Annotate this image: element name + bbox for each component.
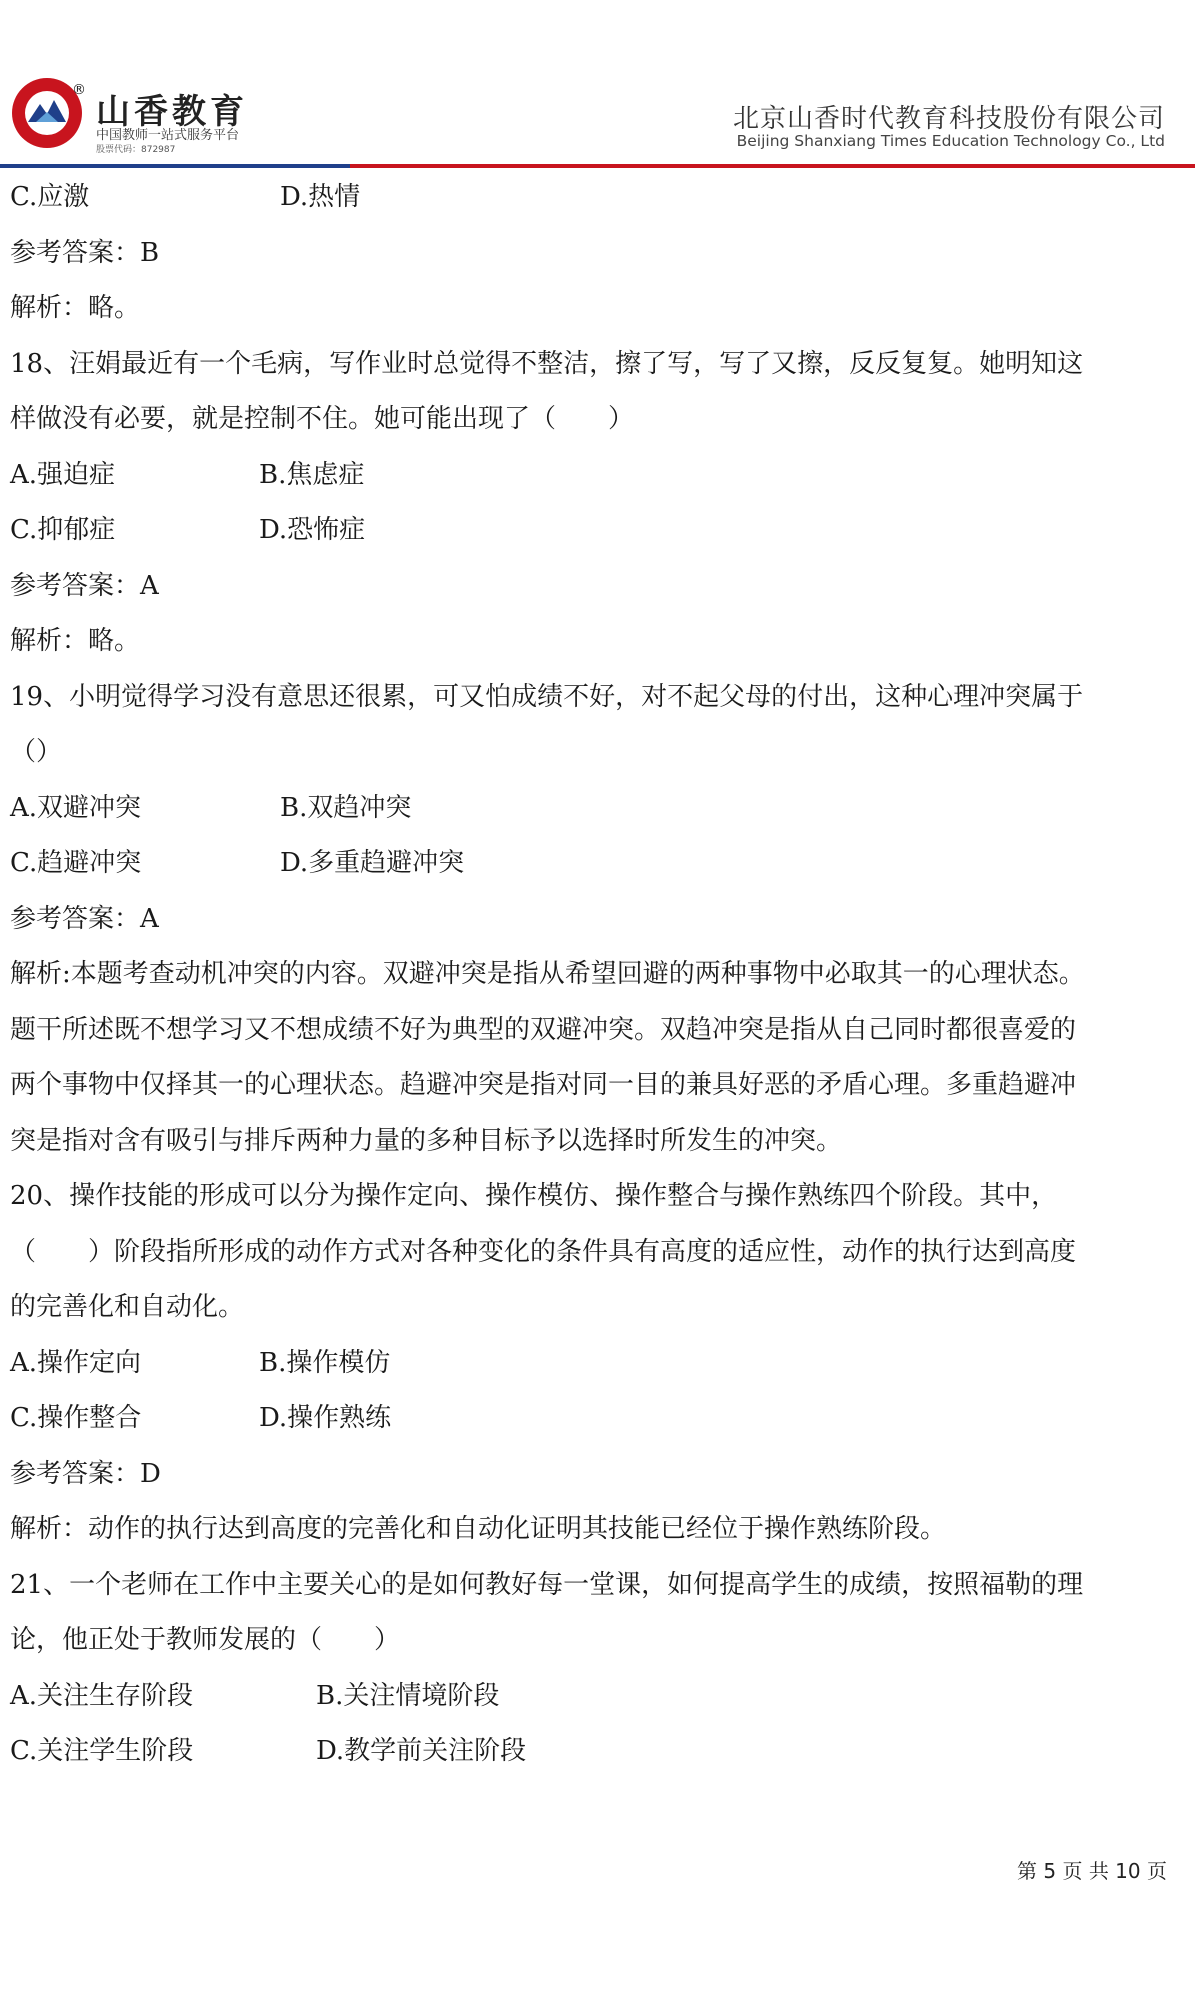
option-d: D.操作熟练 [259, 1403, 392, 1433]
analysis-line: 解析:本题考查动机冲突的内容。双避冲突是指从希望回避的两种事物中必取其一的心理状态。 [10, 959, 1085, 989]
question-18-text-cont: 样做没有必要，就是控制不住。她可能出现了（ ） [10, 404, 635, 434]
question-content [10, 170, 1170, 1780]
option-b: B.关注情境阶段 [316, 1680, 500, 1711]
analysis-line: 突是指对含有吸引与排斥两种力量的多种目标予以选择时所发生的冲突。 [10, 1125, 843, 1156]
question-20-text-cont: （ ）阶段指所形成的动作方式对各种变化的条件具有高度的适应性，动作的执行达到高度 [10, 1236, 1077, 1267]
option-row [10, 836, 1170, 892]
question-21-text: 21、一个老师在工作中主要关心的是如何教好每一堂课，如何提高学生的成绩，按照福勒的理 [10, 1569, 1084, 1600]
option-row [10, 170, 1170, 226]
option-d: D.多重趋避冲突 [280, 848, 465, 878]
option-a: A.双避冲突 [10, 792, 142, 823]
option-c: C.关注学生阶段 [10, 1736, 194, 1766]
option-row [10, 781, 1170, 837]
option-a: A.操作定向 [10, 1347, 142, 1378]
analysis-line: 解析：动作的执行达到高度的完善化和自动化证明其技能已经位于操作熟练阶段。 [10, 1514, 947, 1544]
option-d: D.教学前关注阶段 [316, 1736, 527, 1766]
question-20-text: 20、操作技能的形成可以分为操作定向、操作模仿、操作整合与操作熟练四个阶段。其中， [10, 1181, 1058, 1211]
page-header [0, 0, 1195, 170]
analysis-line: 解析：略。 [10, 293, 141, 323]
option-d: D.热情 [280, 182, 361, 212]
answer-line: 参考答案：A [10, 903, 159, 934]
answer-line: 参考答案：A [10, 570, 159, 601]
option-b: B.双趋冲突 [280, 792, 412, 823]
question-20-text-cont: 的完善化和自动化。 [10, 1292, 245, 1322]
option-row [10, 1336, 1170, 1392]
option-row [10, 1669, 1170, 1725]
analysis-line: 解析：略。 [10, 626, 141, 656]
option-d: D.恐怖症 [259, 515, 366, 545]
option-row [10, 1391, 1170, 1447]
question-19-text-cont: （） [10, 737, 63, 767]
option-b: B.操作模仿 [259, 1347, 391, 1378]
option-a: A.强迫症 [10, 459, 116, 490]
question-18-text: 18、汪娟最近有一个毛病，写作业时总觉得不整洁，擦了写，写了又擦，反反复复。她明知这 [10, 348, 1084, 379]
stock-code: 股票代码：872987 [96, 145, 176, 155]
answer-line: 参考答案：B [10, 237, 160, 268]
analysis-line: 题干所述既不想学习又不想成绩不好为典型的双避冲突。双趋冲突是指从自己同时都很喜爱的 [10, 1014, 1077, 1045]
analysis-line: 两个事物中仅择其一的心理状态。趋避冲突是指对同一目的兼具好恶的矛盾心理。多重趋避冲 [10, 1070, 1077, 1100]
option-a: A.关注生存阶段 [10, 1680, 194, 1711]
option-c: C.趋避冲突 [10, 848, 142, 878]
option-c: C.应激 [10, 182, 90, 212]
registered-mark: ® [72, 82, 86, 98]
answer-line: 参考答案：D [10, 1458, 161, 1489]
company-name-en: Beijing Shanxiang Times Education Technology Co., Ltd [736, 132, 1165, 150]
brand-tagline: 中国教师一站式服务平台 [96, 128, 240, 143]
option-c: C.抑郁症 [10, 515, 116, 545]
question-21-text-cont: 论，他正处于教师发展的（ ） [10, 1625, 401, 1655]
page-number: 第 5 页 共 10 页 [1017, 1859, 1167, 1883]
company-name-cn: 北京山香时代教育科技股份有限公司 [732, 104, 1165, 134]
question-19-text: 19、小明觉得学习没有意思还很累，可又怕成绩不好，对不起父母的付出，这种心理冲突属于 [10, 681, 1084, 712]
brand-name: 山香教育 [96, 92, 248, 132]
option-row [10, 1724, 1170, 1780]
option-c: C.操作整合 [10, 1403, 142, 1433]
option-row [10, 503, 1170, 559]
option-b: B.焦虑症 [259, 459, 365, 490]
header-rule-blue [0, 164, 350, 168]
option-row [10, 448, 1170, 504]
